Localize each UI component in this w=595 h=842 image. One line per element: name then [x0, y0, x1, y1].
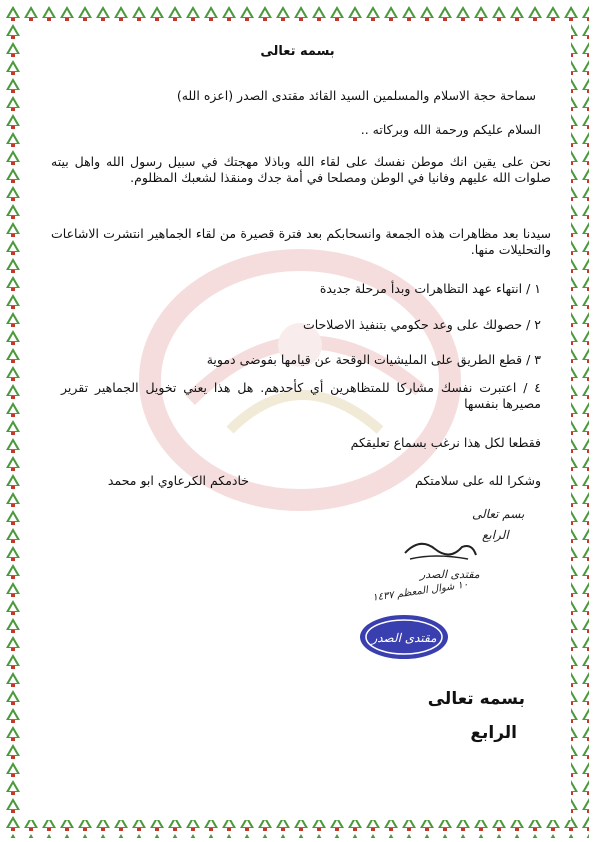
- handwritten-basmala: بسم تعالى: [472, 507, 525, 521]
- point-2: ٢ / حصولك على وعد حكومي بتنفيذ الاصلاحات: [302, 317, 541, 332]
- paragraph-1: نحن على يقين انك موطن نفسك على لقاء الله وباذلا مهجتك في سبيل رسول الله واهل بيته صلوات الله عليهم وفانيا في الوطن ومصلحا في أمة جدك ومنقذا لشعبك المظلوم.: [51, 154, 551, 185]
- greeting-line: السلام عليكم ورحمة الله وبركاته ..: [360, 122, 541, 137]
- sender-signature: خادمكم الكرعاوي ابو محمد: [107, 473, 249, 488]
- stamp-text: مقتدى الصدر: [371, 631, 437, 645]
- point-3: ٣ / قطع الطريق على المليشيات الوقحة عن قيامها بفوضى دموية: [206, 352, 541, 367]
- signature-scribble: [400, 535, 480, 565]
- footer-basmala: بسمه تعالى: [427, 689, 525, 709]
- handwritten-date: ١٠ شوال المعظم ١٤٣٧: [371, 579, 469, 604]
- official-stamp: [358, 613, 450, 661]
- point-4: ٤ / اعتبرت نفسك مشاركا للمتظاهرين أي كأحدهم. هل هذا يعني تخويل الجماهير تقرير مصيرها بنفسها: [61, 380, 541, 411]
- thanks-line: وشكرا لله على سلامتكم: [415, 473, 541, 488]
- paragraph-2: سيدنا بعد مظاهرات هذه الجمعة وانسحابكم بعد فترة قصيرة من لقاء الجماهير انتشرت الاشاعات والتحليلات منها.: [51, 226, 551, 257]
- addressee-line: سماحة حجة الاسلام والمسلمين السيد القائد مقتدى الصدر (اعزه الله): [176, 88, 536, 103]
- header-basmala: بسمه تعالى: [260, 44, 335, 59]
- closing-line: فقطعا لكل هذا نرغب بسماع تعليقكم: [350, 435, 541, 450]
- point-1: ١ / انتهاء عهد التظاهرات وبدأ مرحلة جديدة: [319, 281, 541, 296]
- handwritten-signer: مقتدى الصدر: [420, 568, 480, 581]
- footer-fourth: الرابع: [470, 723, 517, 743]
- handwritten-fourth: الرابع: [482, 528, 509, 542]
